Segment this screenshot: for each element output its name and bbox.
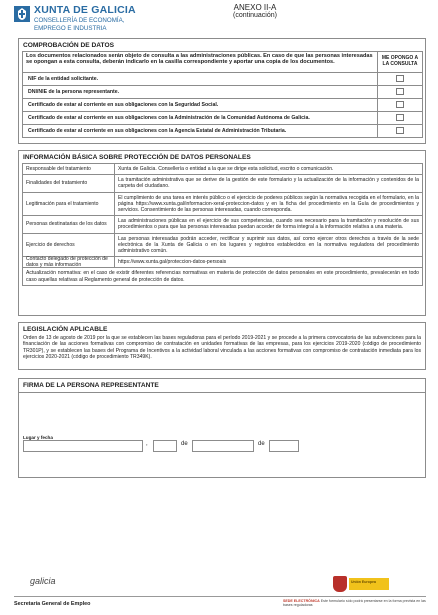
row-key: Finalidades del tratamiento <box>23 175 115 191</box>
data-check-row <box>22 73 423 86</box>
row-value: Las administraciones públicas en el ejercicio de sus competencias, cuando sea necesario para la tramitación y resolución de sus procedimientos o para que las personas interesadas puedan acceder de forma integral a la información relativa a una materia. <box>118 218 419 231</box>
row-value: Las personas interesadas podrán acceder, rectificar y suprimir sus datos, así como ejercer otros derechos a través de la sede electrónica de la Xunta de Galicia o en los lugares y registros establecidos en la normativa reguladora del procedimiento administrativo común. <box>118 235 419 255</box>
dept-line-1: CONSELLERÍA DE ECONOMÍA, <box>34 17 125 24</box>
table-row <box>23 234 422 258</box>
annex-heading <box>220 3 290 20</box>
table-row <box>23 193 422 217</box>
spain-shield-icon <box>333 576 347 592</box>
eu-logo-group <box>333 575 393 593</box>
signature-title: FIRMA DE LA PERSONA REPRESENTANTE <box>23 382 159 389</box>
data-check-intro: Los documentos relacionados serán objeto de consulta a las administraciones públicas. En caso de que las personas interesadas se opongan a esta consulta, deberán indicarlo en la casilla correspondiente y aportar una copia de los documentos. <box>26 53 373 66</box>
legislation-section <box>18 322 426 370</box>
checkbox-cell <box>377 99 422 111</box>
legislation-text: Orden de 13 de agosto de 2019 por la que se establecen las bases reguladoras para el período 2019-2021 y se procede a la primera convocatoria de las subvenciones para la financiación de las acciones formativas con compromiso de contratación en unidades formativas de las empresas, para los ejercicios 2019-2020 (código de procedimiento TR301P), y se establecen las bases del Programa de Incentivos a la actividad laboral vinculada a las acciones formativas con compromiso de contratación inmediata para los ejercicios 2020-2021 (código de procedimiento TR349K). <box>23 335 421 360</box>
row-key: Responsable del tratamiento <box>23 164 115 174</box>
data-check-row-label: NIF de la entidad solicitante. <box>28 76 99 82</box>
checkbox-cell <box>377 73 422 85</box>
table-row <box>23 164 422 175</box>
data-protection-title: INFORMACIÓN BÁSICA SOBRE PROTECCIÓN DE DATOS PERSONALES <box>23 154 251 161</box>
day-field[interactable] <box>153 440 177 452</box>
de-separator: de <box>181 441 188 447</box>
table-row <box>23 257 422 268</box>
comma-separator: , <box>146 441 148 447</box>
galicia-logo: galicia <box>30 576 56 586</box>
oppose-column-header: ME OPONGO A LA CONSULTA <box>377 52 422 72</box>
annex-subtitle: (continuación) <box>233 12 277 19</box>
year-field[interactable] <box>269 440 299 452</box>
de-separator: de <box>258 441 265 447</box>
row-value: La tramitación administrativa que se derive de la gestión de este formulario y la actualización de la información y contenidos de la carpeta del ciudadano. <box>118 177 419 190</box>
sede-electronica-note <box>283 599 433 607</box>
oppose-checkbox[interactable] <box>396 88 404 95</box>
divider <box>19 392 425 393</box>
dept-line-2: EMPREGO E INDUSTRIA <box>34 25 107 33</box>
oppose-checkbox[interactable] <box>396 127 404 134</box>
place-field[interactable] <box>23 440 143 452</box>
checkbox-cell <box>377 112 422 124</box>
month-field[interactable] <box>192 440 254 452</box>
row-key: Ejercicio de derechos <box>23 234 115 257</box>
sede-label[interactable]: SEDE ELECTRÓNICA <box>283 599 320 603</box>
data-check-row <box>22 99 423 112</box>
footer-office: Secretaría General de Empleo <box>14 601 91 607</box>
data-check-row-label: Certificado de estar al corriente en sus obligaciones con la Administración de la Comunidad Autónoma de Galicia. <box>28 115 310 121</box>
eu-label: Unión Europea <box>351 580 376 584</box>
legislation-title: LEGISLACIÓN APLICABLE <box>23 326 108 333</box>
place-date-label: Lugar y fecha <box>23 435 53 440</box>
row-value-link[interactable]: https://www.xunta.gal/proteccion-datos-persoais <box>118 259 227 266</box>
row-value: El cumplimiento de una tarea en interés público o el ejercicio de poderes públicos según la normativa recogida en el formulario, en la página https://www.xunta.gal/informacion-xeral-proteccion-datos y en la ficha del procedimiento en la Guía de procedimientos y servicios. Consentimiento de las personas interesadas, cuando corresponda. <box>118 194 419 214</box>
footer-divider <box>14 596 426 597</box>
data-protection-table <box>22 163 423 286</box>
data-check-row-label: Certificado de estar al corriente en sus obligaciones con la Agencia Estatal de Administración Tributaria. <box>28 128 287 134</box>
data-check-title: COMPROBACIÓN DE DATOS <box>23 42 114 49</box>
data-check-row-label: DNI/NIE de la persona representante. <box>28 89 120 95</box>
annex-title: ANEXO II-A <box>233 3 277 12</box>
data-check-header <box>22 51 423 73</box>
checkbox-cell <box>377 86 422 98</box>
row-key: Legitimación para el tratamiento <box>23 193 115 216</box>
row-value: Xunta de Galicia. Consellería o entidad a la que se dirige esta solicitud, escrito o comunicación. <box>118 166 334 172</box>
org-name: XUNTA DE GALICIA <box>34 4 136 16</box>
regulatory-update-note: Actualización normativa: en el caso de existir diferentes referencias normativas en materia de protección de datos personales en este procedimiento, prevalecerán en todo caso aquellas relativas al Reglamento general de protección de datos. <box>26 270 419 283</box>
data-check-row <box>22 112 423 125</box>
xunta-logo-icon <box>14 6 30 22</box>
oppose-checkbox[interactable] <box>396 101 404 108</box>
sede-text: Este formulario sólo podrá presentarse en la forma prevista en las bases reguladoras <box>283 599 426 608</box>
checkbox-cell <box>377 125 422 137</box>
data-check-row <box>22 86 423 99</box>
organization-block <box>34 4 184 32</box>
row-key: Personas destinatarias de los datos <box>23 216 115 232</box>
data-check-row <box>22 125 423 138</box>
data-check-row-label: Certificado de estar al corriente en sus obligaciones con la Seguridad Social. <box>28 102 219 108</box>
oppose-checkbox[interactable] <box>396 114 404 121</box>
oppose-checkbox[interactable] <box>396 75 404 82</box>
signature-section <box>18 378 426 478</box>
table-row <box>23 268 422 284</box>
row-key: Contacto delegado de protección de datos y más información <box>23 257 115 267</box>
table-row <box>23 175 422 192</box>
data-check-section <box>18 38 426 144</box>
table-row <box>23 216 422 233</box>
data-protection-section <box>18 150 426 316</box>
